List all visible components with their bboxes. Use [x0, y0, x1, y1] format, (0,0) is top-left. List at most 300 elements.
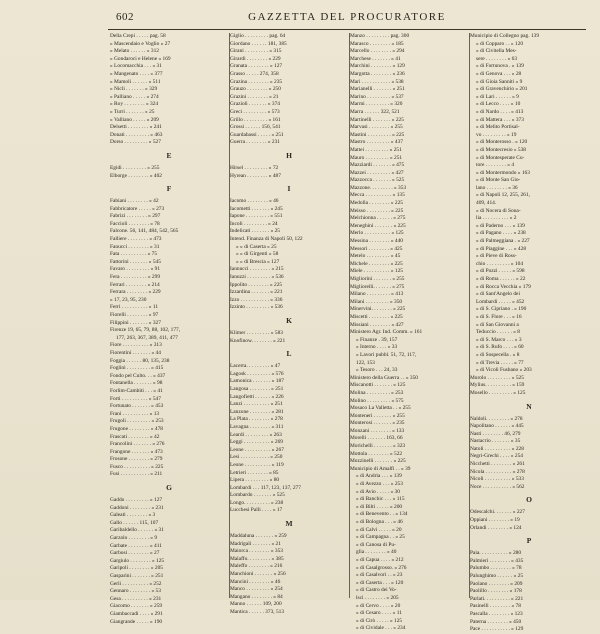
- index-entry: Fabbricatore . . . . . » 273: [110, 205, 165, 212]
- index-entry: Grasso . . . . . 274, 358: [230, 70, 279, 77]
- index-entry: Gasparini . . . . . . . » 251: [110, 573, 164, 579]
- index-entry: » di Lecco . . . . » 10: [476, 101, 521, 108]
- index-entry: Donati . . . . . . . . . » 463: [110, 131, 163, 138]
- index-entry: Grauzo . . . . . . . . » 250: [230, 86, 281, 93]
- index-entry: » Tesoro . . . 24, 33: [356, 367, 398, 374]
- index-entry: Fondo pel Culto. . . » 437: [110, 372, 166, 379]
- index-entry: » di Bilti . . . . . » 200: [356, 503, 403, 510]
- index-column-2: [230, 33, 348, 615]
- section-letter: I: [287, 184, 291, 194]
- index-entry: Maiorca . . . . . . . . » 353: [230, 548, 283, 555]
- index-entry: Nicoli . . . . . . . . . . » 533: [470, 476, 524, 483]
- index-entry: Marcello . . . . . . . . » 294: [350, 48, 405, 55]
- index-entry: Mecca . . . . . . . . . . » 135: [350, 192, 405, 199]
- index-entry: » di Cirò . . . . . » 125: [356, 617, 403, 624]
- index-entry: » di Paderno . . . » 139: [476, 222, 525, 229]
- index-entry: Municipio di Amalfi . . » 39: [350, 465, 411, 472]
- index-entry: Klimer . . . . . . . . . » 583: [230, 330, 284, 336]
- index-entry: Giglio . . . . . . . . . pag. 64: [230, 33, 286, 39]
- index-entry: Garibaldello . . . . . . » 31: [110, 527, 164, 534]
- index-entry: Gaddoni . . . . . . . . » 231: [110, 504, 164, 511]
- index-entry: Longo. . . . . . . . . . » 238: [230, 499, 284, 506]
- index-entry: Marvasi . . . . . . . . » 255: [350, 124, 403, 131]
- page-header: [108, 8, 586, 30]
- index-entry: Lipera . . . . . . . . . » 80: [230, 477, 280, 484]
- index-entry: Mazzocca . . . . . . . » 525: [350, 177, 405, 184]
- index-entry: Falcone. 56, 141, 484, 542, 565: [110, 228, 179, 235]
- index-entry: » di Capua . . . . » 212: [356, 556, 404, 563]
- index-entry: Izzo . . . . . . . . . . . » 336: [230, 296, 283, 303]
- index-entry: » di Avezzo . . . » 253: [356, 481, 403, 488]
- index-entry: » » di Girgenti » 58: [236, 251, 279, 258]
- index-entry: Incoli . . . . . . . . . » 24: [230, 220, 278, 227]
- index-entry: Ferri . . . . . . . . . . » 11: [110, 304, 159, 311]
- index-entry: vo . . . . . . . . . » 19: [476, 131, 517, 138]
- index-entry: Merlo . . . . . . . . . . » 125: [350, 230, 404, 237]
- index-entry: Teduccio . . . . . . » 8: [476, 329, 520, 336]
- index-entry: Guardabassi . . . . . » 251: [230, 131, 284, 138]
- section-letter: K: [286, 316, 292, 325]
- index-entry: Frani . . . . . . . . . . » 13: [110, 410, 160, 417]
- index-entry: Fata . . . . . . . . . . » 75: [110, 251, 158, 258]
- index-entry: Mylius. . . . . . . . . . » 159: [470, 382, 525, 389]
- index-column-4: [470, 33, 588, 633]
- index-entry: Langofietti . . . . . . » 226: [230, 393, 284, 400]
- index-entry: Mazziardi . . . . . . . » 475: [350, 162, 405, 169]
- index-entry: Maddaluna . . . . . . . » 259: [230, 533, 287, 540]
- index-entry: Mosello . . . . . . . . . » 125: [470, 389, 526, 396]
- index-entry: Fabiani . . . . . . . . » 42: [110, 198, 159, 205]
- index-entry: Lanzone . . . . . . . . » 281: [230, 408, 284, 415]
- index-entry: Granata . . . . . . . . » 127: [230, 63, 283, 70]
- index-entry: Fattorini . . . . . . . » 545: [110, 258, 161, 265]
- index-entry: Malaffo. . . . . . . . . » 385: [230, 555, 284, 562]
- index-entry: Iacometti . . . . . . . » 245: [230, 205, 283, 212]
- index-entry: Madrigali . . . . . . . » 21: [230, 540, 281, 547]
- index-entry: » 17, 23, 95, 230: [110, 296, 147, 303]
- index-entry: Melchionna . . . . . . » 275: [350, 215, 406, 222]
- index-entry: Paolano . . . . . . . . » 209: [470, 580, 523, 587]
- section-letter: P: [526, 536, 532, 546]
- index-entry: Ferrari . . . . . . . . » 214: [110, 281, 160, 288]
- index-entry: Falliere . . . . . . . . » 473: [110, 236, 162, 243]
- index-entry: Garbate . . . . . . . . » 411: [110, 542, 162, 549]
- index-entry: Girani . . . . . . . . . » 315: [230, 48, 282, 55]
- index-entry: » di Cervo . . . . » 20: [356, 602, 401, 609]
- index-entry: lsci . . . . . . . . » 205: [356, 594, 399, 601]
- index-entry: Oppiani . . . . . . . . » 19: [470, 517, 520, 524]
- index-entry: Giacomo . . . . . . . » 259: [110, 603, 163, 610]
- section-letter: N: [526, 401, 532, 411]
- index-entry: Mosaco La Valletta . . » 255: [350, 405, 411, 412]
- index-entry: » di Palmeggiana . » 227: [476, 238, 530, 245]
- index-entry: Gargiulo . . . . . . . . » 125: [110, 557, 165, 564]
- index-entry: Manzo . . . . . . . . . pag. 300: [350, 33, 410, 39]
- index-entry: Elborge . . . . . . . . » 402: [110, 172, 163, 179]
- index-entry: Leone . . . . . . . . . . » 119: [230, 461, 284, 468]
- index-entry: » Melato . . . . . . » 312: [110, 48, 159, 55]
- index-entry: Margotta . . . . . . . . » 236: [350, 70, 405, 77]
- section-letter: F: [166, 184, 172, 194]
- index-entry: Fera . . . . . . . . . . » 299: [110, 274, 161, 281]
- index-entry: » di Pagano . . . . » 238: [476, 230, 526, 237]
- index-entry: Fontanella . . . . . . . » 98: [110, 380, 163, 387]
- index-entry: » Mangenato . . . . » 377: [110, 70, 163, 77]
- index-entry: Gerli . . . . . . . . . . » 252: [110, 580, 162, 587]
- index-entry: Frosone . . . . . . . . » 279: [110, 456, 163, 463]
- index-entry: Migliorelli. . . . . . . » 275: [350, 283, 405, 290]
- index-entry: » Palliano . . . . . » 274: [110, 93, 159, 100]
- index-entry: Della Crepi . . . . . pag. 58: [110, 33, 166, 39]
- index-entry: » di Roma . . . . . . » 22: [476, 276, 526, 282]
- index-entry: Manno . . . . . . 109, 200: [230, 601, 282, 608]
- index-entry: Fiorelli . . . . . . . . » 97: [110, 312, 159, 318]
- index-entry: » di Sant'Angelo dei: [476, 291, 520, 298]
- index-entry: » Turri . . . . . . . » 25: [110, 108, 155, 115]
- index-entry: Garzolo . . . . . . . . » 9: [110, 535, 158, 542]
- index-entry: Foglini . . . . . . . . . » 415: [110, 365, 164, 372]
- index-entry: » Nicli . . . . . . . » 329: [110, 86, 158, 93]
- index-entry: » di Pieve di Ross-: [476, 253, 517, 260]
- index-entry: » di Nocera di Sona-: [476, 207, 521, 214]
- index-entry: Grossi . . . . . . 156, 541: [230, 124, 281, 131]
- index-entry: Lombardi . . . . . » 452: [476, 298, 525, 305]
- index-entry: » di Calvi . . . . . » 20: [356, 526, 402, 533]
- index-entry: Letrieri . . . . . . . . » 85: [230, 469, 279, 476]
- index-entry: » di Montermondo » 163: [476, 169, 530, 176]
- index-entry: » Finanze . 39, 157: [356, 336, 398, 343]
- index-entry: Giordano . . . . . . 181, 385: [230, 40, 287, 47]
- index-entry: Milani . . . . . . . . . » 350: [350, 298, 403, 305]
- index-entry: » di Cividale . . . » 234: [356, 625, 406, 632]
- index-entry: Morelli . . . . . . . 163, 66: [350, 435, 403, 442]
- index-entry: Gennaro . . . . . . . . » 53: [110, 588, 161, 595]
- index-entry: Filippini . . . . . . . » 327: [110, 319, 161, 326]
- index-entry: Molino . . . . . . . . . » 575: [350, 397, 404, 404]
- index-entry: Naldoli. . . . . . . . . » 278: [470, 415, 523, 422]
- index-entry: » di Genova . . . » 28: [476, 70, 522, 77]
- section-letter: L: [286, 349, 292, 359]
- index-entry: Dorso . . . . . . . . . » 527: [110, 139, 161, 146]
- index-entry: » di Campagna . . » 25: [356, 534, 405, 541]
- index-entry: Napolitano . . . . . . » 445: [470, 423, 524, 430]
- index-entry: Fusco . . . . . . . . . . » 225: [110, 463, 164, 470]
- index-entry: Nicola . . . . . . . . . . » 278: [470, 468, 525, 475]
- index-entry: Monteneri . . . . . . . » 255: [350, 412, 405, 419]
- index-entry: Leardi . . . . . . . . . » 263: [230, 431, 282, 438]
- index-entry: » » di Caserta » 25: [236, 243, 277, 250]
- index-entry: Favaro . . . . . . . . . » 91: [110, 266, 161, 273]
- index-entry: » Mascendaio e Voglio » 27: [110, 40, 171, 47]
- index-entry: Natoli . . . . . . . . . . » 228: [470, 445, 524, 452]
- index-entry: Frugone . . . . . . . . » 478: [110, 425, 164, 432]
- index-entry: Murolo . . . . . . . . . » 525: [470, 374, 524, 381]
- index-entry: Leggi . . . . . . . . . . » 269: [230, 439, 284, 446]
- index-entry: » di S. Marco . . . » 3: [476, 336, 522, 343]
- index-entry: Fiorentini . . . . . . . » 44: [110, 349, 161, 356]
- index-entry: Nasti . . . . . . . . 46, 279: [470, 430, 521, 437]
- index-entry: Gesa . . . . . . . . . . » 231: [110, 595, 162, 602]
- index-entry: Miscetti . . . . . . . . » 225: [350, 313, 403, 320]
- index-entry: Fabrizi . . . . . . . . » 297: [110, 213, 161, 220]
- index-entry: Lesi . . . . . . . . . . . » 250: [230, 454, 283, 461]
- index-entry: Girardi . . . . . . . . » 229: [230, 55, 281, 62]
- index-entry: » di S. Rufo . . . . » 60: [476, 344, 524, 351]
- index-entry: Ianuzzi . . . . . . . . . » 536: [230, 274, 284, 281]
- index-entry: Noce . . . . . . . . . . . » 562: [470, 483, 525, 490]
- index-entry: » di Castro dei Vo-: [356, 587, 397, 594]
- index-entry: Garbosi . . . . . . . . » 27: [110, 550, 160, 557]
- index-entry: » di Napoli 12, 255, 261,: [476, 192, 530, 199]
- index-entry: Paolillo . . . . . . . . » 178: [470, 588, 522, 595]
- index-entry: Lanzi . . . . . . . . . . » 251: [230, 401, 283, 408]
- index-entry: 409, 414.: [476, 200, 497, 207]
- index-entry: Palunghimo . . . . . . » 25: [470, 573, 524, 579]
- index-entry: Fiore . . . . . . . . . . » 313: [110, 342, 162, 349]
- index-entry: lia . . . . . . . . . . » 2: [476, 215, 517, 222]
- index-entry: Mattei . . . . . . . . . » 251: [350, 146, 402, 153]
- index-entry: Mottola . . . . . . . . » 522: [350, 450, 403, 457]
- index-entry: » Gondaroci e Helene » 169: [110, 55, 171, 62]
- index-entry: » Interno . . . . » 33: [356, 344, 398, 351]
- index-entry: Hyrean . . . . . . . . » 487: [230, 172, 281, 179]
- index-entry: Michele . . . . . . . . » 225: [350, 260, 403, 267]
- index-entry: » di Montecresio » 538: [476, 146, 527, 153]
- index-entry: Grillo . . . . . . . . . » 161: [230, 116, 281, 123]
- index-entry: » di Pozzi . . . . . » 598: [476, 268, 525, 275]
- index-entry: » di Andria . . . » 139: [356, 473, 402, 480]
- index-entry: Lagosk . . . . . . . . . » 576: [230, 370, 284, 377]
- index-entry: » di Canosa di Pu-: [356, 541, 396, 548]
- index-entry: Pasinelli . . . . . . . . » 78: [470, 603, 521, 610]
- index-entry: Grazioli . . . . . . . » 374: [230, 101, 281, 108]
- index-entry: Iannucci . . . . . . . . » 215: [230, 266, 284, 273]
- index-entry: Migliorini . . . . . . . » 255: [350, 276, 405, 282]
- index-entry: Missiani . . . . . . . . » 427: [350, 321, 404, 328]
- index-entry: Giambaccadi . . . . » 291: [110, 610, 163, 617]
- index-entry: Faccioli . . . . . . . . » 78: [110, 220, 160, 227]
- index-entry: Grazini . . . . . . . . » 21: [230, 93, 279, 100]
- index-entry: Palumbo . . . . . . . . » 78: [470, 565, 522, 572]
- index-entry: Paia. . . . . . . . . . . » 280: [470, 550, 522, 557]
- index-entry: Gallo . . . . . . 115, 107: [110, 519, 159, 526]
- index-entry: Hirsel . . . . . . . . . » 72: [230, 164, 279, 171]
- index-entry: Frascati . . . . . . . . » 42: [110, 433, 160, 440]
- index-entry: » di Gravenchirio » 201: [476, 86, 528, 93]
- index-entry: Manchioni . . . . . . . » 256: [230, 571, 286, 578]
- index-entry: Minervini. . . . . . . . » 225: [350, 306, 406, 313]
- index-entry: Lombardo . . . . . . . » 525: [230, 492, 285, 499]
- index-column-3: [350, 33, 468, 632]
- index-entry: Marianelli . . . . . . . » 251: [350, 86, 405, 93]
- index-entry: » Roy . . . . . . . . » 324: [110, 101, 159, 108]
- index-entry: Giangrande . . . . . » 190: [110, 618, 163, 625]
- index-entry: » di Fortunova . » 139: [476, 63, 524, 70]
- index-entry: Galeati . . . . . . . . » 3: [110, 512, 156, 519]
- index-entry: Paterna . . . . . . . . » 450: [470, 618, 522, 625]
- index-entry: Garipoli . . . . . . . . » 205: [110, 565, 164, 572]
- index-entry: 177, 263, 367, 389, 411, 477: [116, 334, 178, 341]
- index-entry: Marino . . . . . . . . . » 537: [350, 93, 404, 100]
- index-entry: glia . . . . . . . . » 40: [356, 549, 397, 556]
- index-entry: lano . . . . . . . . » 36: [476, 184, 518, 191]
- index-entry: » di Montesperate Cu-: [476, 154, 525, 161]
- index-entry: Mastro . . . . . . . . . » 437: [350, 139, 404, 146]
- index-entry: Nicchetti . . . . . . . . » 261: [470, 461, 525, 468]
- index-entry: Mazzone. . . . . . . . . » 353: [350, 184, 407, 191]
- index-entry: » di Caserta . . . » 120: [356, 579, 404, 586]
- index-entry: Frangone . . . . . . . » 473: [110, 448, 163, 455]
- index-entry: Manco . . . . . . . . . » 254: [230, 586, 283, 593]
- index-entry: Pace . . . . . . . . . . . » 129: [470, 626, 524, 633]
- index-entry: » di Piaggine . . . » 428: [476, 245, 527, 252]
- index-entry: Forlim-Cambiti . . . » 41: [110, 387, 163, 394]
- index-entry: Frugoli . . . . . . . . . » 253: [110, 418, 164, 425]
- index-entry: Grazina . . . . . . . . » 235: [230, 78, 283, 85]
- index-entry: » di San Giovanni a: [476, 321, 519, 328]
- page-number: 602: [116, 11, 134, 23]
- index-entry: » Valliano . . . . . » 209: [110, 116, 159, 123]
- index-entry: Nastacrio . . . . . . . » 35: [470, 438, 521, 445]
- index-entry: » di Benevento . . » 134: [356, 511, 408, 518]
- index-entry: Firenze 19, 65, 79, 88, 102, 177,: [110, 327, 181, 334]
- index-entry: Miscanotti . . . . . . . » 125: [350, 382, 406, 389]
- index-entry: Martinelli . . . . . . . » 225: [350, 116, 404, 123]
- section-letter: O: [526, 495, 532, 505]
- index-entry: » di Casalvori . . » 23: [356, 572, 403, 579]
- index-entry: » di Copparo . . » 120: [476, 40, 524, 47]
- index-entry: Lacerra. . . . . . . . . » 47: [230, 363, 281, 370]
- index-column-1: [110, 33, 228, 625]
- index-entry: tore . . . . . . . . » 4: [476, 162, 515, 169]
- index-entry: Maleffo . . . . . . . . » 216: [230, 563, 283, 570]
- index-entry: Messori . . . . . . . . » 425: [350, 245, 403, 252]
- index-entry: » di Avio . . . . . » 30: [356, 488, 400, 495]
- index-entry: Mari . . . . . . . . . . . » 538: [350, 78, 404, 85]
- index-entry: Pascalla . . . . . . . . » 123: [470, 610, 523, 617]
- index-entry: Orlandi . . . . . . . . » 124: [470, 524, 522, 531]
- index-entry: Mazzei . . . . . . . . . » 427: [350, 169, 404, 176]
- index-entry: Messina . . . . . . . . » 440: [350, 238, 404, 245]
- index-entry: Guerra . . . . . . . . » 231: [230, 139, 281, 146]
- index-entry: » di Cesaro . . . . » 11: [356, 610, 402, 617]
- section-letter: G: [166, 483, 172, 493]
- index-entry: Miele . . . . . . . . . . » 125: [350, 268, 404, 275]
- index-entry: Greci . . . . . . . . . » 573: [230, 108, 280, 115]
- index-entry: sere . . . . . . . . » 63: [476, 55, 518, 62]
- index-entry: Marra . . . . . . 322, 521: [350, 108, 400, 115]
- index-entry: Fusi . . . . . . . . . . . » 211: [110, 471, 163, 478]
- index-entry: Gaddo . . . . . . . . . » 127: [110, 497, 163, 504]
- index-entry: Mozzinelli . . . . . . . » 225: [350, 458, 406, 465]
- index-entry: La Plata . . . . . . . . » 278: [230, 416, 283, 423]
- index-entry: » Lavori pubbl. 51, 72, 117,: [356, 351, 417, 358]
- index-entry: » di S. Flore . . . » 16: [476, 313, 522, 320]
- index-entry: Forti . . . . . . . . . . » 547: [110, 395, 161, 402]
- index-entry: Fanucci . . . . . . . . » 31: [110, 243, 160, 250]
- index-entry: Intend. Finanza di Napoli 50, 122: [230, 236, 303, 243]
- index-entry: Marasco . . . . . . . . » 185: [350, 40, 404, 47]
- index-entry: Langosa . . . . . . . . » 251: [230, 385, 284, 392]
- index-entry: Municipio di Collegno pag. 139: [470, 33, 540, 39]
- index-entry: » di Civitella Mes-: [476, 48, 517, 55]
- index-entry: Molina . . . . . . . . . » 253: [350, 389, 404, 396]
- index-entry: » di Bologna . . . » 46: [356, 519, 403, 525]
- index-entry: Iapone . . . . . . . . . » 551: [230, 213, 283, 220]
- index-entry: Leone . . . . . . . . . . » 267: [230, 446, 284, 453]
- index-entry: 122, 153: [356, 359, 375, 366]
- index-entry: » » di Brescia » 127: [236, 258, 280, 265]
- index-entry: Ministero della Guerra . . » 350: [350, 374, 418, 381]
- index-entry: Metelo . . . . . . . . . » 45: [350, 253, 401, 260]
- index-entry: » Locomacchia . . . » 31: [110, 63, 162, 70]
- page-title: GAZZETTA DEL PROCURATORE: [248, 11, 446, 23]
- index-entry: Fortunato . . . . . . . » 453: [110, 403, 164, 410]
- index-entry: Monzani . . . . . . . . » 133: [350, 427, 405, 434]
- index-entry: Lavagna . . . . . . . . » 311: [230, 423, 284, 430]
- index-entry: Lombardi . . . 117, 123, 137, 277: [230, 484, 301, 491]
- index-entry: Foggia . . . . . . 80, 135, 238: [110, 357, 170, 364]
- index-entry: Meisso . . . . . . . . . » 225: [350, 207, 404, 214]
- index-entry: Mantica . . . . . . 373, 513: [230, 609, 285, 615]
- index-entry: Negri-Grechi . . . . » 254: [470, 453, 523, 460]
- index-entry: Ministero Agr. Ind. Comm. » 161: [350, 329, 423, 336]
- index-entry: » di Banchic . . . » 115: [356, 496, 405, 503]
- index-entry: » di Vicoli Fusbano » 203: [476, 367, 532, 374]
- index-entry: » di Lari . . . . . . » 9: [476, 93, 519, 100]
- index-entry: Palmieri . . . . . . . . » 435: [470, 557, 524, 564]
- index-entry: Francolini . . . . . . . » 276: [110, 441, 165, 448]
- section-letter: E: [166, 150, 172, 160]
- index-entry: Monterosi . . . . . . . » 235: [350, 420, 405, 427]
- index-entry: Izzinto . . . . . . . . . » 536: [230, 304, 283, 311]
- index-entry: Delsetti . . . . . . . . » 241: [110, 124, 162, 131]
- index-entry: Mauro . . . . . . . . . » 251: [350, 154, 403, 161]
- index-entry: Mancini . . . . . . . . » 46: [230, 578, 281, 585]
- index-entry: Iacomo . . . . . . . . » 46: [230, 198, 279, 205]
- index-entry: Egidi . . . . . . . . . » 255: [110, 164, 160, 171]
- index-entry: Medolla . . . . . . . . » 225: [350, 200, 404, 207]
- index-entry: Odescalchi. . . . . . . » 227: [470, 509, 525, 516]
- index-entry: Marchini . . . . . . . . » 129: [350, 63, 405, 70]
- section-letter: M: [285, 519, 293, 529]
- index-entry: Lucchesi Palli . . . . » 17: [230, 507, 283, 514]
- index-entry: » di Sospecella . » 8: [476, 351, 520, 358]
- index-entry: » di Trevia . . . . . » 77: [476, 359, 524, 366]
- index-entry: Indelicati . . . . . . . » 25: [230, 228, 281, 235]
- header-rule: [108, 29, 586, 30]
- index-entry: Meneghini . . . . . . . » 225: [350, 222, 406, 229]
- index-entry: Mangano . . . . . . . . » 84: [230, 593, 283, 600]
- index-entry: » di Monterosso . » 120: [476, 139, 528, 146]
- index-entry: » Mamoli . . . . . . » 511: [110, 78, 161, 85]
- index-entry: Marmi . . . . . . . . . » 320: [350, 101, 403, 108]
- index-entry: » di Rocca Vecchia » 179: [476, 283, 531, 290]
- index-entry: Knofinow. . . . . . . . » 221: [230, 337, 286, 344]
- index-entry: Morichelli . . . . . . . » 323: [350, 443, 406, 450]
- index-entry: » di Mattera . . . » 373: [476, 116, 524, 123]
- index-entry: Mastini . . . . . . . . . » 225: [350, 131, 405, 138]
- index-entry: » di Nardo . . . . » 413: [476, 108, 524, 115]
- section-letter: H: [286, 150, 292, 160]
- index-entry: » di Melito Portisal-: [476, 124, 520, 131]
- index-entry: Parlati. . . . . . . . . . » 221: [470, 595, 524, 602]
- index-entry: Ippolito . . . . . . . . » 225: [230, 281, 283, 288]
- index-entry: » di Monte San Gio-: [476, 177, 521, 184]
- index-entry: Izzardina . . . . . . . » 221: [230, 289, 283, 296]
- index-entry: Milano . . . . . . . . . » 413: [350, 291, 404, 298]
- index-entry: » di Gioia Sanniti » 9: [476, 78, 523, 85]
